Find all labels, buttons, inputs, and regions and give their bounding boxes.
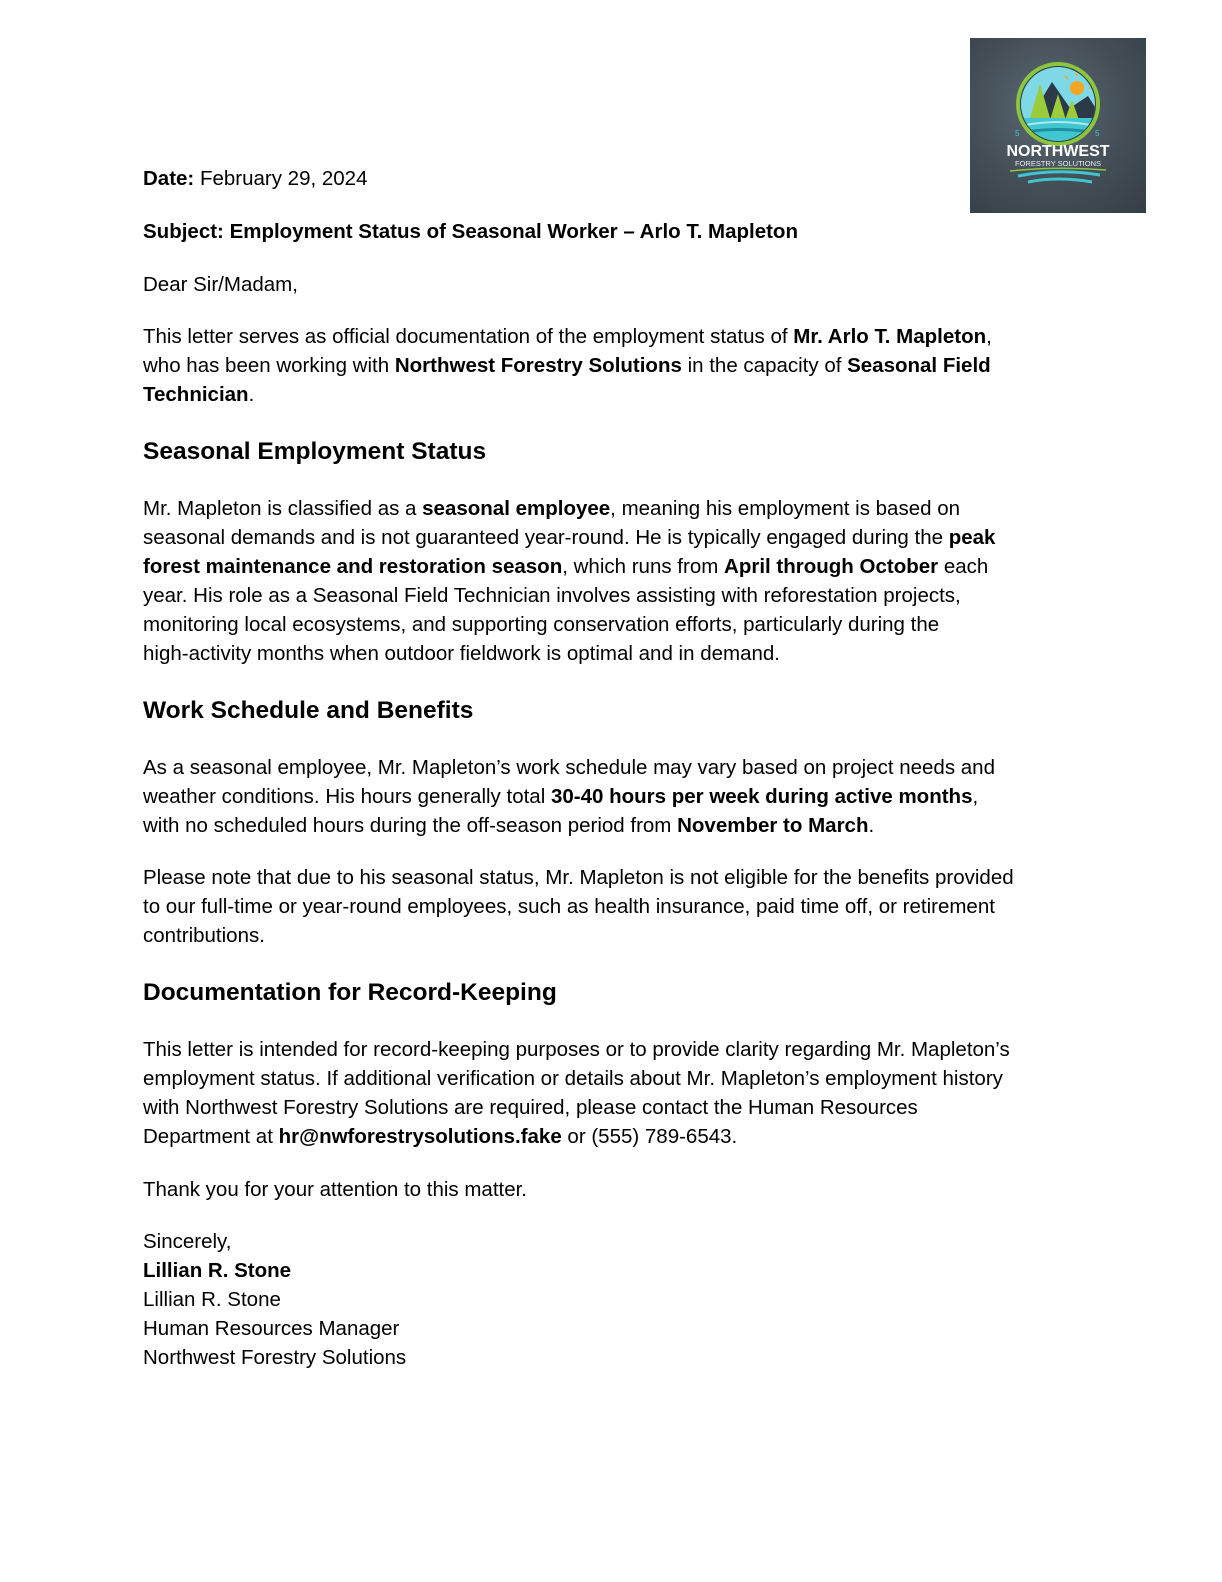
text-run: Mr. Mapleton is classified as a — [143, 497, 423, 520]
text-line — [143, 639, 780, 668]
text-line — [143, 494, 960, 523]
forest-emblem-icon — [970, 38, 1146, 213]
bold-text: November to March — [677, 814, 869, 837]
text-line — [143, 581, 961, 610]
text-run: . — [248, 383, 255, 406]
bold-text: forest maintenance and restoration season — [143, 555, 563, 578]
text-line — [143, 1035, 1010, 1064]
text-run: , — [972, 785, 979, 808]
text-run: seasonal demands and is not guaranteed year-round. He is typically engaged during the — [143, 526, 949, 549]
signature: Lillian R. Stone — [143, 1259, 292, 1282]
text-run: weather conditions. His hours generally total — [143, 785, 551, 808]
text-run: . — [868, 814, 875, 837]
text-run: year. His role as a Seasonal Field Technician involves assisting with reforestation projects, — [143, 584, 961, 607]
text-run: who has been working with — [143, 354, 395, 377]
text-line — [143, 1122, 737, 1151]
text-line — [143, 552, 988, 581]
text-run: in the capacity of — [681, 354, 848, 377]
text-run: employment status. If additional verification or details about Mr. Mapleton’s employment history — [143, 1067, 1003, 1090]
company-logo — [970, 38, 1146, 213]
section-heading: Work Schedule and Benefits — [143, 697, 474, 724]
text-run: , meaning his employment is based on — [610, 497, 961, 520]
date-line — [143, 164, 368, 193]
text-run: with no scheduled hours during the off-season period from — [143, 814, 678, 837]
text-line — [143, 322, 992, 351]
text-line — [143, 380, 254, 409]
logo-wordmark: NORTHWEST — [1006, 143, 1110, 160]
water-wave-icon — [1018, 172, 1100, 176]
text-line — [143, 863, 1014, 892]
text-line — [143, 610, 939, 639]
valediction: Sincerely, — [143, 1230, 232, 1253]
text-run: As a seasonal employee, Mr. Mapleton’s work schedule may vary based on project needs and — [143, 756, 995, 779]
bold-text: Mr. Arlo T. Mapleton — [793, 325, 987, 348]
signer-name: Lillian R. Stone — [143, 1288, 281, 1311]
section-heading: Seasonal Employment Status — [143, 438, 487, 465]
text-run: high-activity months when outdoor fieldwork is optimal and in demand. — [143, 642, 780, 665]
section-heading: Documentation for Record-Keeping — [143, 979, 557, 1006]
text-line — [143, 1064, 1003, 1093]
text-run: This letter serves as official documentation of the employment status of — [143, 325, 794, 348]
text-run: monitoring local ecosystems, and supporting conservation efforts, particularly during the — [143, 613, 940, 636]
text-run: to our full-time or year-round employees, such as health insurance, paid time off, or retirement — [143, 895, 995, 918]
svg-text:5: 5 — [1095, 129, 1100, 138]
text-line — [143, 892, 995, 921]
date-value: February 29, 2024 — [194, 167, 368, 190]
bold-text: peak — [948, 526, 996, 549]
bold-text: 30-40 hours per week during active months — [550, 785, 973, 808]
logo-tagline: FORESTRY SOLUTIONS — [1015, 159, 1101, 168]
sun-icon — [1070, 81, 1084, 95]
text-run: each — [938, 555, 989, 578]
text-run: , — [986, 325, 992, 348]
text-run: , which runs from — [562, 555, 725, 578]
email-link[interactable]: hr@nwforestrysolutions.fake — [278, 1125, 562, 1148]
signer-company: Northwest Forestry Solutions — [143, 1346, 407, 1369]
bold-text: April through October — [724, 555, 939, 578]
text-line — [143, 753, 995, 782]
text-run: Department at — [143, 1125, 279, 1148]
bold-text: seasonal employee — [422, 497, 611, 520]
text-line — [143, 523, 995, 552]
subject-line: Subject: Employment Status of Seasonal Worker – Arlo T. Mapleton — [143, 220, 798, 243]
text-line — [143, 1093, 918, 1122]
bold-text: Northwest Forestry Solutions — [394, 354, 682, 377]
text-line — [143, 351, 991, 380]
text-run: This letter is intended for record-keeping purposes or to provide clarity regarding Mr. Mapleton’s — [143, 1038, 1010, 1061]
text-line — [143, 921, 265, 950]
text-run: with Northwest Forestry Solutions are required, please contact the Human Resources — [143, 1096, 918, 1119]
text-run: or (555) 789-6543. — [561, 1125, 738, 1148]
text-line — [143, 811, 874, 840]
signer-title: Human Resources Manager — [143, 1317, 400, 1340]
date-label: Date: — [143, 167, 195, 190]
svg-text:5: 5 — [1015, 129, 1020, 138]
greeting: Dear Sir/Madam, — [143, 273, 298, 296]
text-run: contributions. — [143, 924, 265, 947]
text-run: Please note that due to his seasonal status, Mr. Mapleton is not eligible for the benefits provided — [143, 866, 1014, 889]
thanks-line: Thank you for your attention to this matter. — [143, 1178, 528, 1201]
bold-text: Technician — [143, 383, 249, 406]
text-line — [143, 782, 978, 811]
bold-text: Seasonal Field — [847, 354, 991, 377]
